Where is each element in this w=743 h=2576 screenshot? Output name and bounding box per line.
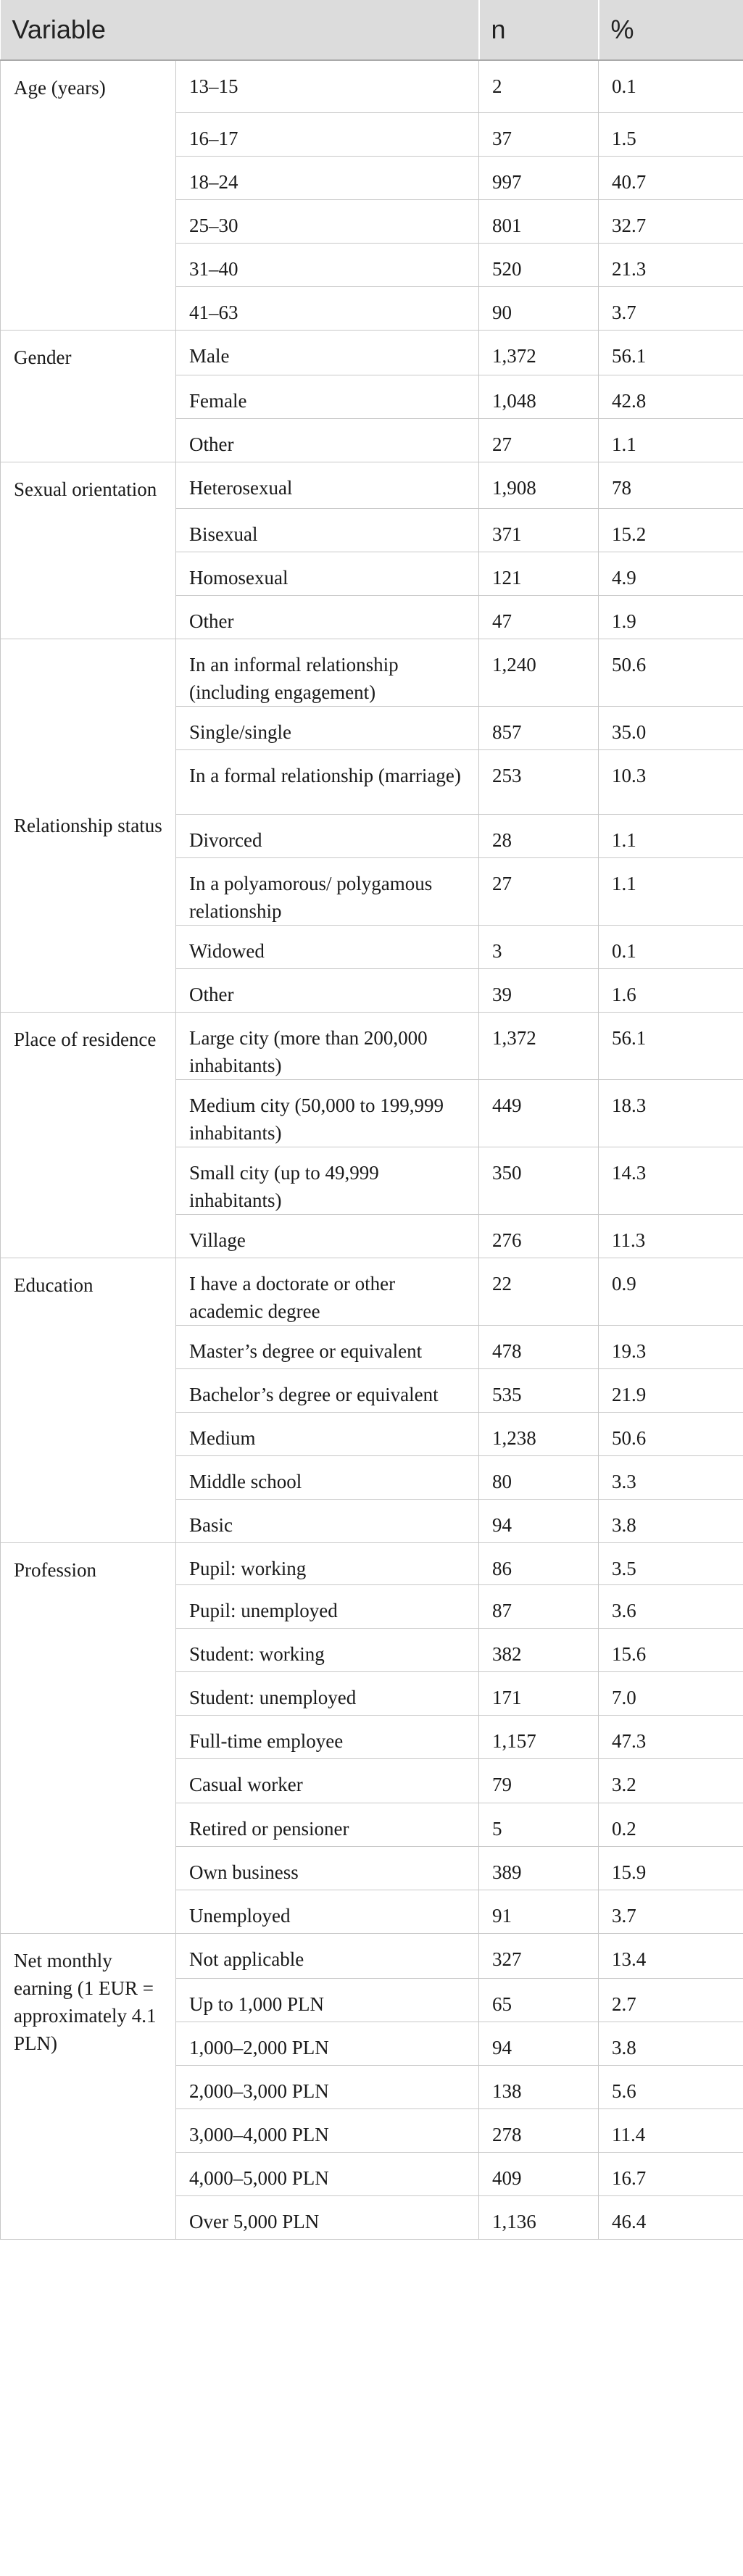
count-cell: 5 — [479, 1803, 599, 1846]
percent-cell: 42.8 — [599, 375, 743, 418]
category-cell: 4,000–5,000 PLN — [176, 2152, 479, 2195]
table-row — [1, 1933, 743, 1978]
category-cell: Up to 1,000 PLN — [176, 1978, 479, 2022]
table-row — [1, 1012, 743, 1079]
percent-cell: 4.9 — [599, 552, 743, 595]
header-row — [1, 0, 743, 60]
count-cell: 253 — [479, 749, 599, 814]
table-body — [1, 60, 743, 2239]
category-cell: Master’s degree or equivalent — [176, 1325, 479, 1368]
count-cell: 171 — [479, 1671, 599, 1715]
percent-cell: 3.7 — [599, 286, 743, 330]
category-cell: Over 5,000 PLN — [176, 2195, 479, 2239]
percent-cell: 15.2 — [599, 508, 743, 552]
percent-cell: 1.6 — [599, 968, 743, 1012]
percent-cell: 35.0 — [599, 706, 743, 749]
count-cell: 1,048 — [479, 375, 599, 418]
category-cell: Small city (up to 49,999 inhabitants) — [176, 1147, 479, 1214]
percent-cell: 10.3 — [599, 749, 743, 814]
category-cell: Pupil: unemployed — [176, 1584, 479, 1628]
percent-cell: 3.3 — [599, 1455, 743, 1499]
count-cell: 2 — [479, 60, 599, 112]
category-cell: 16–17 — [176, 112, 479, 156]
count-cell: 1,238 — [479, 1412, 599, 1455]
percent-cell: 47.3 — [599, 1715, 743, 1758]
percent-cell: 2.7 — [599, 1978, 743, 2022]
count-cell: 371 — [479, 508, 599, 552]
count-cell: 90 — [479, 286, 599, 330]
category-cell: Bachelor’s degree or equivalent — [176, 1368, 479, 1412]
category-cell: Village — [176, 1214, 479, 1258]
category-cell: I have a doctorate or other academic degree — [176, 1258, 479, 1325]
count-cell: 39 — [479, 968, 599, 1012]
count-cell: 350 — [479, 1147, 599, 1214]
table-row — [1, 639, 743, 706]
count-cell: 3 — [479, 925, 599, 968]
count-cell: 327 — [479, 1933, 599, 1978]
category-cell: Full-time employee — [176, 1715, 479, 1758]
percent-cell: 0.2 — [599, 1803, 743, 1846]
percent-cell: 15.6 — [599, 1628, 743, 1671]
count-cell: 801 — [479, 199, 599, 243]
category-cell: Other — [176, 595, 479, 639]
percent-cell: 3.8 — [599, 1499, 743, 1542]
count-cell: 27 — [479, 857, 599, 925]
percent-cell: 1.1 — [599, 857, 743, 925]
category-cell: Student: working — [176, 1628, 479, 1671]
count-cell: 478 — [479, 1325, 599, 1368]
category-cell: Divorced — [176, 814, 479, 857]
count-cell: 94 — [479, 2022, 599, 2065]
count-cell: 1,908 — [479, 462, 599, 508]
percent-cell: 50.6 — [599, 1412, 743, 1455]
variable-label: Gender — [1, 330, 176, 462]
category-cell: In a polyamorous/ polygamous relationship — [176, 857, 479, 925]
category-cell: Homosexual — [176, 552, 479, 595]
count-cell: 86 — [479, 1542, 599, 1584]
count-cell: 80 — [479, 1455, 599, 1499]
table-header — [1, 0, 743, 60]
category-cell: Student: unemployed — [176, 1671, 479, 1715]
variable-label: Education — [1, 1258, 176, 1542]
count-cell: 1,372 — [479, 330, 599, 375]
count-cell: 91 — [479, 1890, 599, 1933]
variable-label: Net monthly earning (1 EUR = approximately 4.1 PLN) — [1, 1933, 176, 2239]
category-cell: 25–30 — [176, 199, 479, 243]
count-cell: 520 — [479, 243, 599, 286]
table-row — [1, 60, 743, 112]
percent-cell: 3.5 — [599, 1542, 743, 1584]
count-cell: 278 — [479, 2108, 599, 2152]
count-cell: 138 — [479, 2065, 599, 2108]
table-row — [1, 1542, 743, 1584]
count-cell: 79 — [479, 1758, 599, 1803]
category-cell: Unemployed — [176, 1890, 479, 1933]
percent-cell: 11.3 — [599, 1214, 743, 1258]
count-cell: 27 — [479, 418, 599, 462]
header-variable: Variable — [1, 0, 479, 60]
percent-cell: 40.7 — [599, 156, 743, 199]
header-pct: % — [599, 0, 743, 60]
percent-cell: 0.1 — [599, 60, 743, 112]
category-cell: Not applicable — [176, 1933, 479, 1978]
category-cell: Other — [176, 418, 479, 462]
count-cell: 449 — [479, 1079, 599, 1147]
category-cell: Male — [176, 330, 479, 375]
category-cell: Other — [176, 968, 479, 1012]
percent-cell: 3.8 — [599, 2022, 743, 2065]
percent-cell: 5.6 — [599, 2065, 743, 2108]
table-row — [1, 1258, 743, 1325]
count-cell: 65 — [479, 1978, 599, 2022]
count-cell: 22 — [479, 1258, 599, 1325]
percent-cell: 1.1 — [599, 418, 743, 462]
count-cell: 1,136 — [479, 2195, 599, 2239]
category-cell: 41–63 — [176, 286, 479, 330]
percent-cell: 18.3 — [599, 1079, 743, 1147]
percent-cell: 15.9 — [599, 1846, 743, 1890]
count-cell: 121 — [479, 552, 599, 595]
percent-cell: 13.4 — [599, 1933, 743, 1978]
count-cell: 1,157 — [479, 1715, 599, 1758]
percent-cell: 7.0 — [599, 1671, 743, 1715]
count-cell: 87 — [479, 1584, 599, 1628]
percent-cell: 19.3 — [599, 1325, 743, 1368]
category-cell: 18–24 — [176, 156, 479, 199]
variable-label: Age (years) — [1, 60, 176, 330]
variable-label: Sexual orientation — [1, 462, 176, 639]
count-cell: 1,372 — [479, 1012, 599, 1079]
count-cell: 409 — [479, 2152, 599, 2195]
count-cell: 857 — [479, 706, 599, 749]
variable-label: Relationship status — [1, 639, 176, 1012]
category-cell: 31–40 — [176, 243, 479, 286]
percent-cell: 3.7 — [599, 1890, 743, 1933]
category-cell: Large city (more than 200,000 inhabitants) — [176, 1012, 479, 1079]
category-cell: In an informal relationship (including engagement) — [176, 639, 479, 706]
percent-cell: 1.1 — [599, 814, 743, 857]
category-cell: Bisexual — [176, 508, 479, 552]
percent-cell: 46.4 — [599, 2195, 743, 2239]
category-cell: Medium city (50,000 to 199,999 inhabitants) — [176, 1079, 479, 1147]
category-cell: Own business — [176, 1846, 479, 1890]
percent-cell: 1.9 — [599, 595, 743, 639]
category-cell: Widowed — [176, 925, 479, 968]
percent-cell: 78 — [599, 462, 743, 508]
category-cell: Female — [176, 375, 479, 418]
category-cell: 1,000–2,000 PLN — [176, 2022, 479, 2065]
variable-label: Profession — [1, 1542, 176, 1933]
count-cell: 535 — [479, 1368, 599, 1412]
percent-cell: 3.6 — [599, 1584, 743, 1628]
category-cell: Retired or pensioner — [176, 1803, 479, 1846]
category-cell: Single/single — [176, 706, 479, 749]
percent-cell: 3.2 — [599, 1758, 743, 1803]
category-cell: Pupil: working — [176, 1542, 479, 1584]
category-cell: Heterosexual — [176, 462, 479, 508]
count-cell: 47 — [479, 595, 599, 639]
count-cell: 997 — [479, 156, 599, 199]
table-row — [1, 462, 743, 508]
category-cell: Casual worker — [176, 1758, 479, 1803]
count-cell: 37 — [479, 112, 599, 156]
category-cell: In a formal relationship (marriage) — [176, 749, 479, 814]
percent-cell: 16.7 — [599, 2152, 743, 2195]
count-cell: 389 — [479, 1846, 599, 1890]
percent-cell: 0.9 — [599, 1258, 743, 1325]
category-cell: 13–15 — [176, 60, 479, 112]
category-cell: Medium — [176, 1412, 479, 1455]
count-cell: 276 — [479, 1214, 599, 1258]
variable-label: Place of residence — [1, 1012, 176, 1258]
count-cell: 94 — [479, 1499, 599, 1542]
percent-cell: 11.4 — [599, 2108, 743, 2152]
count-cell: 382 — [479, 1628, 599, 1671]
percent-cell: 56.1 — [599, 1012, 743, 1079]
count-cell: 28 — [479, 814, 599, 857]
percent-cell: 21.9 — [599, 1368, 743, 1412]
percent-cell: 14.3 — [599, 1147, 743, 1214]
percent-cell: 50.6 — [599, 639, 743, 706]
percent-cell: 0.1 — [599, 925, 743, 968]
percent-cell: 1.5 — [599, 112, 743, 156]
category-cell: Basic — [176, 1499, 479, 1542]
category-cell: 2,000–3,000 PLN — [176, 2065, 479, 2108]
count-cell: 1,240 — [479, 639, 599, 706]
percent-cell: 32.7 — [599, 199, 743, 243]
percent-cell: 21.3 — [599, 243, 743, 286]
header-n: n — [479, 0, 599, 60]
percent-cell: 56.1 — [599, 330, 743, 375]
category-cell: 3,000–4,000 PLN — [176, 2108, 479, 2152]
category-cell: Middle school — [176, 1455, 479, 1499]
table-row — [1, 330, 743, 375]
